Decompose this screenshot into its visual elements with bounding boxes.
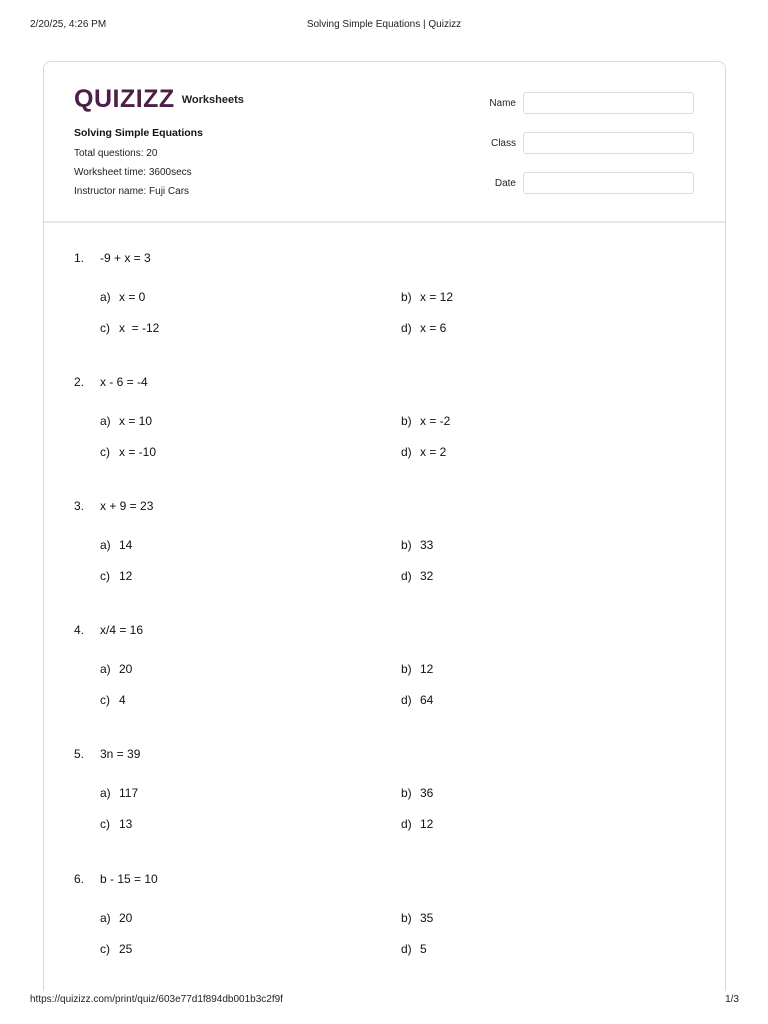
option-letter: c) [100,321,110,335]
page-number: 1/3 [725,994,739,1005]
option-text: 25 [119,942,133,956]
instructor-name: Instructor name: Fuji Cars [74,186,190,197]
option-c[interactable] [100,817,132,831]
quizizz-logo [74,86,244,112]
option-letter: a) [100,290,111,304]
option-c[interactable] [100,445,156,459]
option-text: x = 10 [119,414,153,428]
question-item [74,499,694,599]
question-text: x - 6 = -4 [100,375,148,389]
print-datetime: 2/20/25, 4:26 PM [30,19,107,30]
option-text: 12 [420,662,434,676]
option-a[interactable] [100,786,138,800]
option-b[interactable] [401,290,453,304]
option-text: 5 [420,942,427,956]
option-letter: c) [100,445,110,459]
question-text: 3n = 39 [100,747,141,761]
option-text: x = 6 [420,321,447,335]
option-d[interactable] [401,942,427,956]
option-d[interactable] [401,321,446,335]
option-letter: a) [100,911,111,925]
option-d[interactable] [401,817,433,831]
option-b[interactable] [401,414,450,428]
date-label: Date [494,178,516,189]
option-letter: b) [401,911,412,925]
option-letter: b) [401,662,412,676]
option-letter: c) [100,569,110,583]
option-text: x = -10 [119,445,157,459]
option-text: 13 [119,817,133,831]
option-c[interactable] [100,693,126,707]
option-letter: b) [401,786,412,800]
option-text: 20 [119,911,133,925]
option-c[interactable] [100,942,132,956]
option-letter: a) [100,538,111,552]
date-field[interactable] [523,172,694,194]
option-a[interactable] [100,538,132,552]
option-b[interactable] [401,662,433,676]
option-letter: c) [100,942,110,956]
option-b[interactable] [401,538,433,552]
option-c[interactable] [100,569,132,583]
question-item [74,375,694,475]
worksheet-title: Solving Simple Equations [74,127,203,139]
option-text: 36 [420,786,434,800]
print-doc-title: Solving Simple Equations | Quizizz [306,19,462,30]
print-footer [0,994,768,1008]
question-number: 5. [74,747,85,761]
option-text: 20 [119,662,133,676]
worksheet-time: Worksheet time: 3600secs [74,167,192,178]
option-letter: d) [401,693,412,707]
option-letter: a) [100,662,111,676]
option-text: 32 [420,569,434,583]
option-a[interactable] [100,414,152,428]
logo-section-label: Worksheets [181,94,244,106]
option-letter: b) [401,538,412,552]
option-text: x = 12 [420,290,454,304]
option-text: x = -2 [420,414,451,428]
option-text: 14 [119,538,133,552]
option-letter: a) [100,786,111,800]
option-d[interactable] [401,569,433,583]
option-text: x = 0 [119,290,146,304]
question-number: 1. [74,251,85,265]
option-letter: d) [401,445,412,459]
option-text: 4 [119,693,126,707]
option-text: 64 [420,693,434,707]
question-text: b - 15 = 10 [100,872,158,886]
option-a[interactable] [100,290,145,304]
class-field[interactable] [523,132,694,154]
question-text: -9 + x = 3 [100,251,151,265]
option-d[interactable] [401,445,446,459]
option-text: 12 [119,569,133,583]
option-letter: d) [401,321,412,335]
option-b[interactable] [401,911,433,925]
logo-wordmark: QUIZIZZ [74,85,175,113]
option-letter: d) [401,817,412,831]
print-header [0,19,768,33]
option-text: 33 [420,538,434,552]
option-letter: b) [401,414,412,428]
option-text: 35 [420,911,434,925]
total-questions: Total questions: 20 [74,148,158,159]
worksheet-card [43,61,726,991]
question-number: 2. [74,375,85,389]
option-c[interactable] [100,321,159,335]
question-text: x/4 = 16 [100,623,144,637]
name-field[interactable] [523,92,694,114]
question-item [74,623,694,723]
option-b[interactable] [401,786,433,800]
option-text: x = -12 [119,321,160,335]
option-a[interactable] [100,662,132,676]
option-d[interactable] [401,693,433,707]
class-label: Class [490,138,516,149]
question-item [74,872,694,972]
option-letter: c) [100,817,110,831]
option-text: x = 2 [420,445,447,459]
question-number: 6. [74,872,85,886]
name-label: Name [489,98,516,109]
worksheet-header [44,62,725,223]
option-a[interactable] [100,911,132,925]
question-item [74,251,694,351]
option-letter: d) [401,942,412,956]
option-letter: d) [401,569,412,583]
print-url: https://quizizz.com/print/quiz/603e77d1f894db001b3c2f9f [30,994,283,1005]
option-letter: a) [100,414,111,428]
question-number: 4. [74,623,85,637]
question-item [74,747,694,847]
question-text: x + 9 = 23 [100,499,154,513]
option-letter: b) [401,290,412,304]
option-text: 12 [420,817,434,831]
option-letter: c) [100,693,110,707]
option-text: 117 [119,786,139,800]
question-number: 3. [74,499,85,513]
